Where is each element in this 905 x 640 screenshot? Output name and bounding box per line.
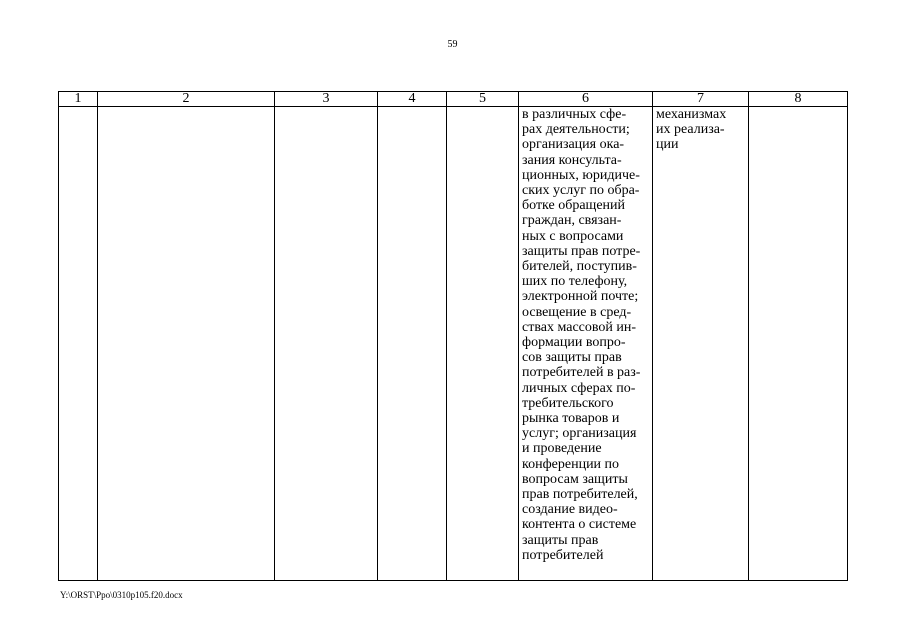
cell-line: ших по телефону, [522, 274, 628, 290]
cell-col-8 [749, 107, 848, 581]
cell-col-7 [653, 107, 749, 581]
header-cell-4: 4 [378, 92, 447, 107]
cell-line: и проведение [522, 441, 602, 457]
document-table [58, 91, 848, 581]
cell-line: формации вопро- [522, 335, 626, 351]
file-path: Y:\ORST\Ppo\0310p105.f20.docx [60, 590, 183, 600]
cell-col-4 [378, 107, 447, 581]
cell-line: граждан, связан- [522, 213, 622, 229]
cell-line: электронной почте; [522, 289, 639, 305]
cell-line: в различных сфе- [522, 107, 627, 122]
cell-line: ботке обращений [522, 198, 626, 214]
cell-col-7-text [653, 107, 748, 153]
page-number: 59 [447, 39, 458, 50]
header-cell-3: 3 [275, 92, 378, 107]
cell-line: бителей, поступив- [522, 259, 637, 275]
cell-line: ционных, юридиче- [522, 167, 640, 183]
cell-line: их реализа- [656, 122, 725, 138]
header-cell-1: 1 [59, 92, 98, 107]
cell-line: потребителей [522, 547, 604, 563]
cell-col-2 [98, 107, 275, 581]
cell-line: требительского [522, 395, 614, 411]
cell-line: прав потребителей, [522, 487, 638, 503]
cell-line: ции [656, 137, 679, 153]
cell-line: ных с вопросами [522, 228, 624, 244]
cell-line: рынка товаров и [522, 411, 620, 427]
cell-line: ских услуг по обра- [522, 183, 640, 199]
cell-col-1 [59, 107, 98, 581]
header-cell-5: 5 [447, 92, 519, 107]
header-cell-8: 8 [749, 92, 848, 107]
cell-col-6-text [519, 107, 652, 563]
cell-line: контента о системе [522, 517, 637, 533]
cell-col-3 [275, 107, 378, 581]
header-cell-2: 2 [98, 92, 275, 107]
header-cell-6: 6 [519, 92, 653, 107]
cell-line: конференции по [522, 456, 620, 472]
table-row [59, 107, 848, 581]
cell-line: потребителей в раз- [522, 365, 641, 381]
header-cell-7: 7 [653, 92, 749, 107]
cell-line: освещение в сред- [522, 304, 632, 320]
cell-line: зания консульта- [522, 152, 622, 168]
cell-line: создание видео- [522, 502, 618, 518]
cell-line: рах деятельности; [522, 122, 630, 138]
table-header-row [59, 92, 848, 107]
cell-col-5 [447, 107, 519, 581]
cell-line: сов защиты прав [522, 350, 622, 366]
cell-line: вопросам защиты [522, 471, 628, 487]
cell-line: ствах массовой ин- [522, 319, 637, 335]
cell-line: услуг; организация [522, 426, 637, 442]
cell-line: защиты прав [522, 532, 599, 548]
cell-line: механизмах [656, 107, 727, 122]
cell-line: личных сферах по- [522, 380, 636, 396]
cell-col-6 [519, 107, 653, 581]
cell-line: организация ока- [522, 137, 625, 153]
cell-line: защиты прав потре- [522, 243, 641, 259]
